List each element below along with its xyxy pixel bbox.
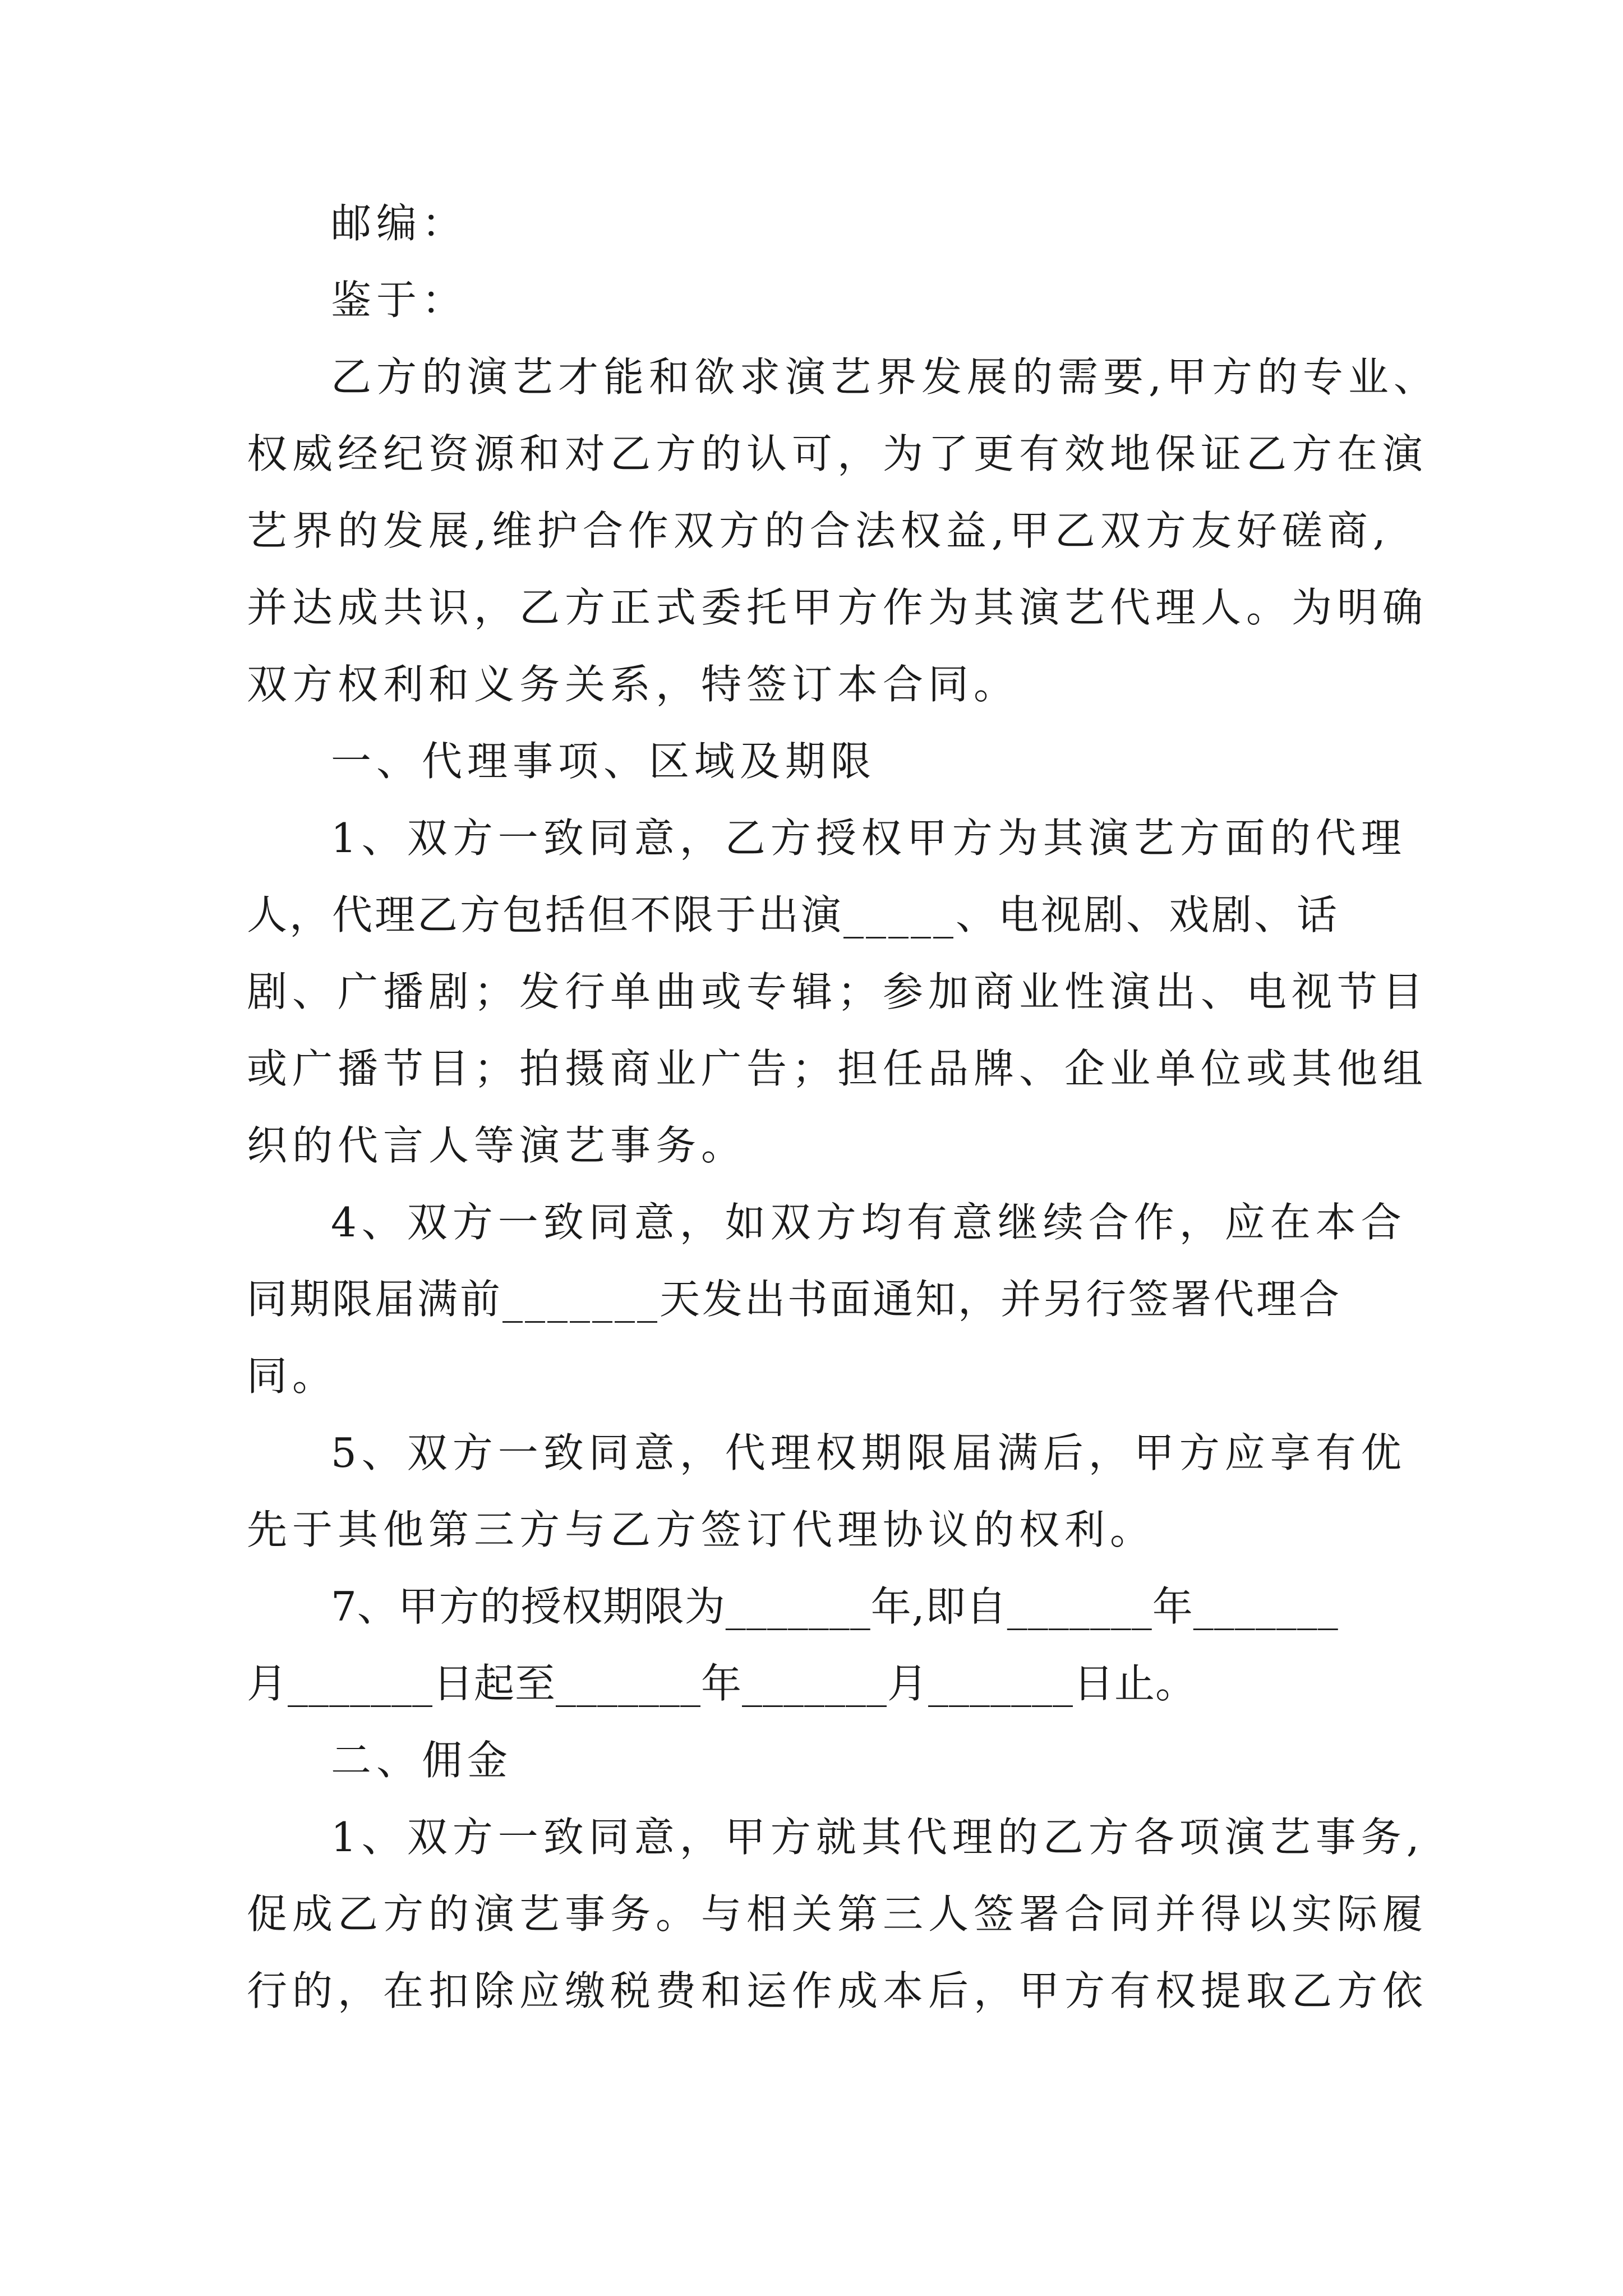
line-preamble-2: 权威经纪资源和对乙方的认可，为了更有效地保证乙方在演: [247, 430, 1428, 477]
line-postcode: 邮编：: [331, 200, 468, 247]
clause-1-1-line-5: 织的代言人等演艺事务。: [247, 1122, 747, 1169]
clause-1-1-line-1: 1、双方一致同意，乙方授权甲方为其演艺方面的代理: [331, 815, 1407, 862]
clause-2-1-line-3: 行的，在扣除应缴税费和运作成本后，甲方有权提取乙方依: [247, 1967, 1428, 2014]
section-heading-2: 二、佣金: [331, 1737, 513, 1784]
clause-1-1-line-4: 或广播节目；拍摄商业广告；担任品牌、企业单位或其他组: [247, 1045, 1428, 1092]
clause-1-4-line-2: 同期限届满前_______天发出书面通知，并另行签署代理合: [247, 1276, 1342, 1323]
clause-1-1-line-3: 剧、广播剧；发行单曲或专辑；参加商业性演出、电视节目: [247, 968, 1428, 1015]
clause-2-1-line-1: 1、双方一致同意，甲方就其代理的乙方各项演艺事务,: [331, 1814, 1424, 1861]
line-preamble-4: 并达成共识，乙方正式委托甲方作为其演艺代理人。为明确: [247, 584, 1428, 631]
clause-1-1-line-2: 人，代理乙方包括但不限于出演_____、电视剧、戏剧、话: [247, 891, 1340, 938]
clause-1-7-line-2: 月_______日起至_______年_______月_______日止。: [247, 1660, 1197, 1707]
clause-2-1-line-2: 促成乙方的演艺事务。与相关第三人签署合同并得以实际履: [247, 1890, 1428, 1938]
section-heading-1: 一、代理事项、区域及期限: [331, 738, 877, 785]
document-page: [247, 185, 1441, 2030]
line-preamble-3: 艺界的发展,维护合作双方的合法权益,甲乙双方友好磋商,: [247, 507, 1391, 554]
line-preamble-1: 乙方的演艺才能和欲求演艺界发展的需要,甲方的专业、: [331, 353, 1439, 401]
line-whereas: 鉴于：: [331, 277, 468, 324]
clause-1-4-line-1: 4、双方一致同意，如双方均有意继续合作，应在本合: [331, 1199, 1407, 1246]
line-preamble-5: 双方权利和义务关系，特签订本合同。: [247, 661, 1020, 708]
clause-1-5-line-2: 先于其他第三方与乙方签订代理协议的权利。: [247, 1506, 1156, 1553]
clause-1-4-line-3: 同。: [247, 1352, 338, 1400]
clause-1-5-line-1: 5、双方一致同意，代理权期限届满后，甲方应享有优: [331, 1429, 1407, 1476]
clause-1-7-line-1: 7、甲方的授权期限为_______年,即自_______年_______: [331, 1583, 1339, 1630]
